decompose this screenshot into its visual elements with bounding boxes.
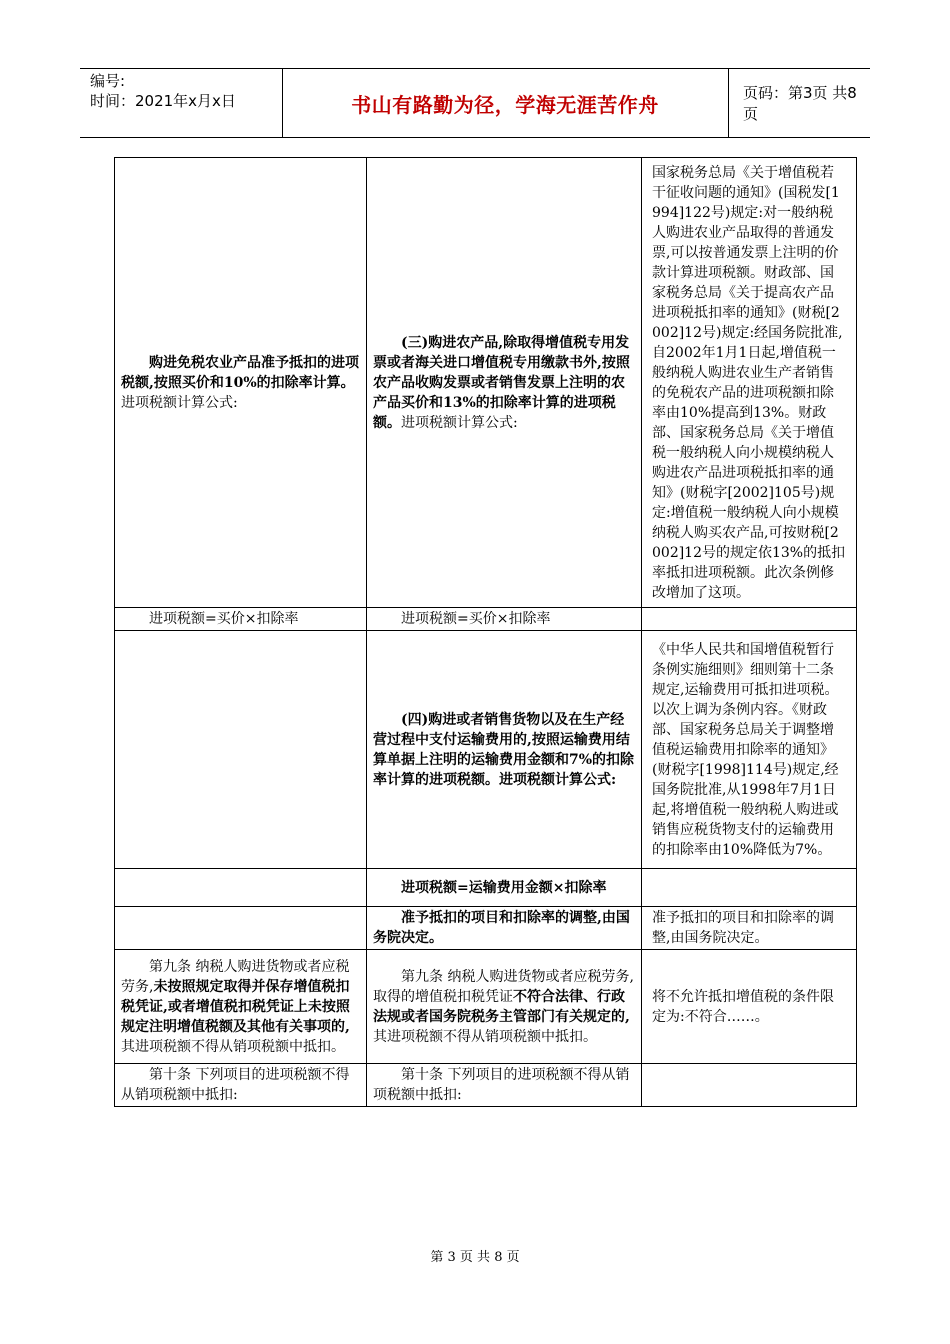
old-provision-cell [115,608,367,631]
text-segment: 进项税额=买价×扣除率 [149,611,299,627]
new-provision-cell [367,1064,642,1107]
old-provision-cell [115,158,367,608]
text-segment: 进项税额=买价×扣除率 [401,611,551,627]
text-segment: 第九条 纳税人购进货物或者应税劳务, [121,958,350,995]
old-provision-cell [115,631,367,869]
table-row [115,950,857,1064]
page-header [80,68,870,138]
document-time-label: 时间：2021年x月x日 [90,92,236,110]
table-row [115,158,857,608]
commentary-cell [642,869,857,907]
header-page-cell [729,69,870,137]
header-page-info: 页码：第3页 共8页 [743,84,857,123]
header-motto-cell [282,69,729,137]
page-footer: 第 3 页 共 8 页 [430,1250,520,1265]
text-segment: 进项税额计算公式: [401,414,518,431]
table-row [115,631,857,869]
text-segment: 第十条 下列项目的进项税额不得从销项税额中抵扣: [373,1067,630,1103]
old-provision-cell [115,869,367,907]
text-segment: 未按照规定取得并保存增值税扣税凭证,或者增值税扣税凭证上未按照规定注明增值税额及其他有关事项的, [121,978,350,1035]
table-row [115,608,857,631]
table-row [115,1064,857,1107]
commentary-cell: 将不允许抵扣增值税的条件限定为:不符合……。 [642,950,857,1064]
table-row [115,907,857,950]
text-segment: (三)购进农产品,除取得增值税专用发票或者海关进口增值税专用缴款书外,按照农产品收购发票或者销售发票上注明的农产品买价和13%的扣除率计算的进项税额。 [373,334,630,431]
new-provision-cell [367,608,642,631]
commentary-cell: 国家税务总局《关于增值税若干征收问题的通知》(国税发[1994]122号)规定:对一般纳税人购进农业产品取得的普通发票,可以按普通发票上注明的价款计算进项税额。财政部、国家税务总局《关于提高农产品进项税抵扣率的通知》(财税[2002]12号)规定:经国务院批准,自2002年1月1日起,增值税一般纳税人购进农业生产者销售的免税农产品的进项税额扣除率由10%提高到13%。财政部、国家税务总局《关于增值税一般纳税人向小规模纳税人购进农产品进项税抵扣率的通知》(财税字[2002]105号)规定:增值税一般纳税人向小规模纳税人购买农产品,可按财税[2002]12号的规定依13%的抵扣率抵扣进项税额。此次条例修改增加了这项。 [642,158,857,608]
text-segment: 进项税额计算公式: [121,394,238,411]
new-provision-cell [367,869,642,907]
commentary-cell [642,1064,857,1107]
old-provision-cell [115,1064,367,1107]
text-segment: 第九条 纳税人购进货物或者应税劳务,取得的增值税扣税凭证 [373,968,634,1005]
text-segment: (四)购进或者销售货物以及在生产经营过程中支付运输费用的,按照运输费用结算单据上注明的运输费用金额和7%的扣除率计算的进项税额。进项税额计算公式: [373,711,635,788]
new-provision-cell [367,158,642,608]
text-segment: 第十条 下列项目的进项税额不得从销项税额中抵扣: [121,1067,350,1103]
old-provision-cell [115,950,367,1064]
new-provision-cell [367,907,642,950]
comparison-table [114,157,857,1107]
old-provision-cell [115,907,367,950]
text-segment: 准予抵扣的项目和扣除率的调整,由国务院决定。 [373,910,630,946]
new-provision-cell [367,631,642,869]
header-meta-cell [80,69,283,137]
table-row [115,869,857,907]
document-number-label: 编号: [90,72,126,90]
text-segment: 进项税额=运输费用金额×扣除率 [401,879,607,896]
commentary-cell [642,608,857,631]
new-provision-cell [367,950,642,1064]
text-segment: 购进免税农业产品准予抵扣的进项税额,按照买价和10%的扣除率计算。 [121,354,359,391]
commentary-cell: 《中华人民共和国增值税暂行条例实施细则》细则第十二条规定,运输费用可抵扣进项税。以次上调为条例内容。《财政部、国家税务总局关于调整增值税运输费用扣除率的通知》(财税字[1998]114号)规定,经国务院批准,从1998年7月1日起,将增值税一般纳税人购进或销售应税货物支付的运输费用的扣除率由10%降低为7%。 [642,631,857,869]
header-motto: 书山有路勤为径，学海无涯苦作舟 [351,92,659,117]
text-segment: 不符合法律、行政法规或者国务院税务主管部门有关规定的, [373,988,630,1025]
text-segment: 其进项税额不得从销项税额中抵扣。 [373,1028,597,1045]
commentary-cell: 准予抵扣的项目和扣除率的调整,由国务院决定。 [642,907,857,950]
text-segment: 其进项税额不得从销项税额中抵扣。 [121,1038,345,1055]
